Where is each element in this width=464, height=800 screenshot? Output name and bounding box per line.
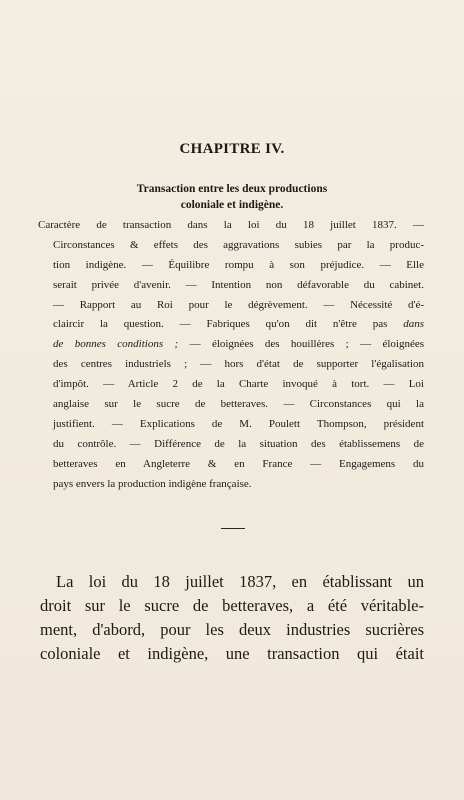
section-separator (221, 528, 245, 529)
chapter-title: CHAPITRE IV. (179, 141, 285, 157)
summary-line: d'impôt. — Article 2 de la Charte invoqué à tort. — Loi (53, 378, 424, 391)
summary-italic-phrase: dans (403, 318, 424, 331)
summary-line: Circonstances & effets des aggravations subies par la produc- (53, 238, 424, 251)
summary-line (38, 315, 424, 335)
summary-line: anglaise sur le sucre de betteraves. — Circonstances qui la (53, 398, 424, 411)
summary-line: — Rapport au Roi pour le dégrèvement. — Nécessité d'é- (53, 298, 424, 311)
summary-italic-phrase: de bonnes conditions ; (53, 338, 179, 351)
summary-line-text: claircir la question. — Fabriques qu'on dit n'être pas (53, 318, 404, 331)
body-line: droit sur le sucre de betteraves, a été véritable- (40, 596, 424, 615)
summary-line: des centres industriels ; — hors d'état de supporter l'égalisation (53, 358, 424, 371)
summary-line (38, 335, 424, 355)
body-line: ment, d'abord, pour les deux industries sucrières (40, 620, 424, 639)
summary-line: Caractère de transaction dans la loi du 18 juillet 1837. — (38, 219, 424, 231)
summary-line: serait privée d'avenir. — Intention non défavorable du cabinet. (53, 278, 424, 291)
summary-line-text: — éloignées des houillères ; — éloignées (189, 338, 424, 351)
chapter-subtitle (110, 181, 354, 213)
body-line: La loi du 18 juillet 1837, en établissant un (56, 572, 424, 591)
summary-line: justifient. — Explications de M. Poulett Thompson, président (53, 417, 424, 430)
summary-line: pays envers la production indigène française. (53, 477, 252, 490)
summary-line: betteraves en Angleterre & en France — Engagemens du (53, 457, 424, 470)
body-line: coloniale et indigène, une transaction qui était (40, 644, 424, 663)
subtitle-line-2: coloniale et indigène. (180, 199, 284, 211)
summary-line: du contrôle. — Différence de la situation des établissemens de (53, 437, 424, 450)
subtitle-line-1: Transaction entre les deux productions (136, 183, 328, 195)
chapter-summary (38, 216, 424, 494)
body-paragraph (40, 570, 424, 666)
summary-line: tion indigène. — Équilibre rompu à son préjudice. — Elle (53, 258, 424, 271)
